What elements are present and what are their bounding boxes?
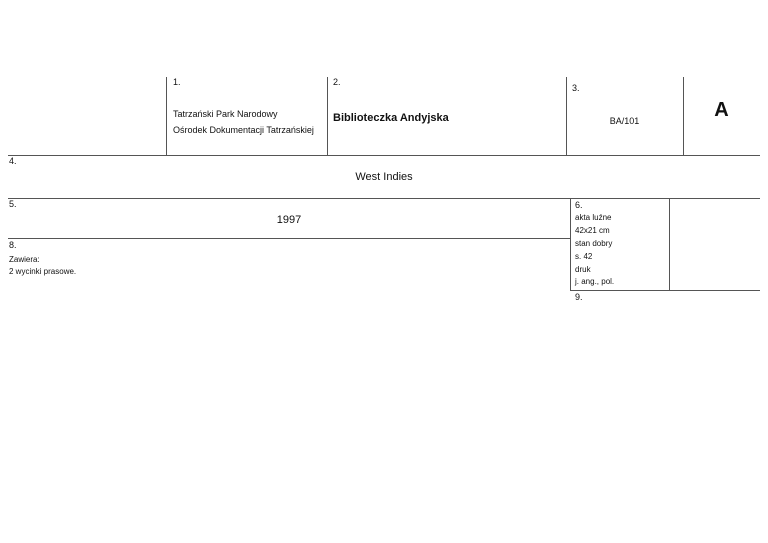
field-number: 9. — [575, 292, 583, 302]
field-number: 1. — [173, 77, 181, 87]
collection-title: Biblioteczka Andyjska — [333, 112, 449, 124]
record-title: West Indies — [355, 171, 413, 183]
contents-label: Zawiera: — [9, 255, 40, 264]
field-number: 6. — [575, 200, 583, 210]
physical-description-line: j. ang., pol. — [575, 277, 615, 286]
field-number: 5. — [9, 199, 17, 209]
divider — [166, 77, 167, 155]
field-number: 8. — [9, 240, 17, 250]
field-number: 2. — [333, 77, 341, 87]
divider — [566, 77, 567, 155]
category-letter: A — [714, 99, 729, 121]
divider — [570, 198, 571, 291]
record-year: 1997 — [276, 214, 302, 226]
divider — [669, 198, 670, 291]
institution-name: Tatrzański Park Narodowy — [173, 109, 278, 119]
divider — [570, 290, 760, 291]
field-number: 3. — [572, 83, 580, 93]
divider — [327, 77, 328, 155]
physical-description-line: akta luźne — [575, 213, 612, 222]
divider — [8, 238, 570, 239]
divider — [8, 198, 760, 199]
physical-description-line: s. 42 — [575, 252, 593, 261]
institution-department: Ośrodek Dokumentacji Tatrzańskiej — [173, 125, 314, 135]
field-number: 4. — [9, 156, 17, 166]
physical-description-line: 42x21 cm — [575, 226, 610, 235]
physical-description-line: druk — [575, 265, 591, 274]
divider — [8, 155, 760, 156]
signature: BA/101 — [609, 116, 640, 126]
physical-description-line: stan dobry — [575, 239, 613, 248]
contents-text: 2 wycinki prasowe. — [9, 267, 77, 276]
